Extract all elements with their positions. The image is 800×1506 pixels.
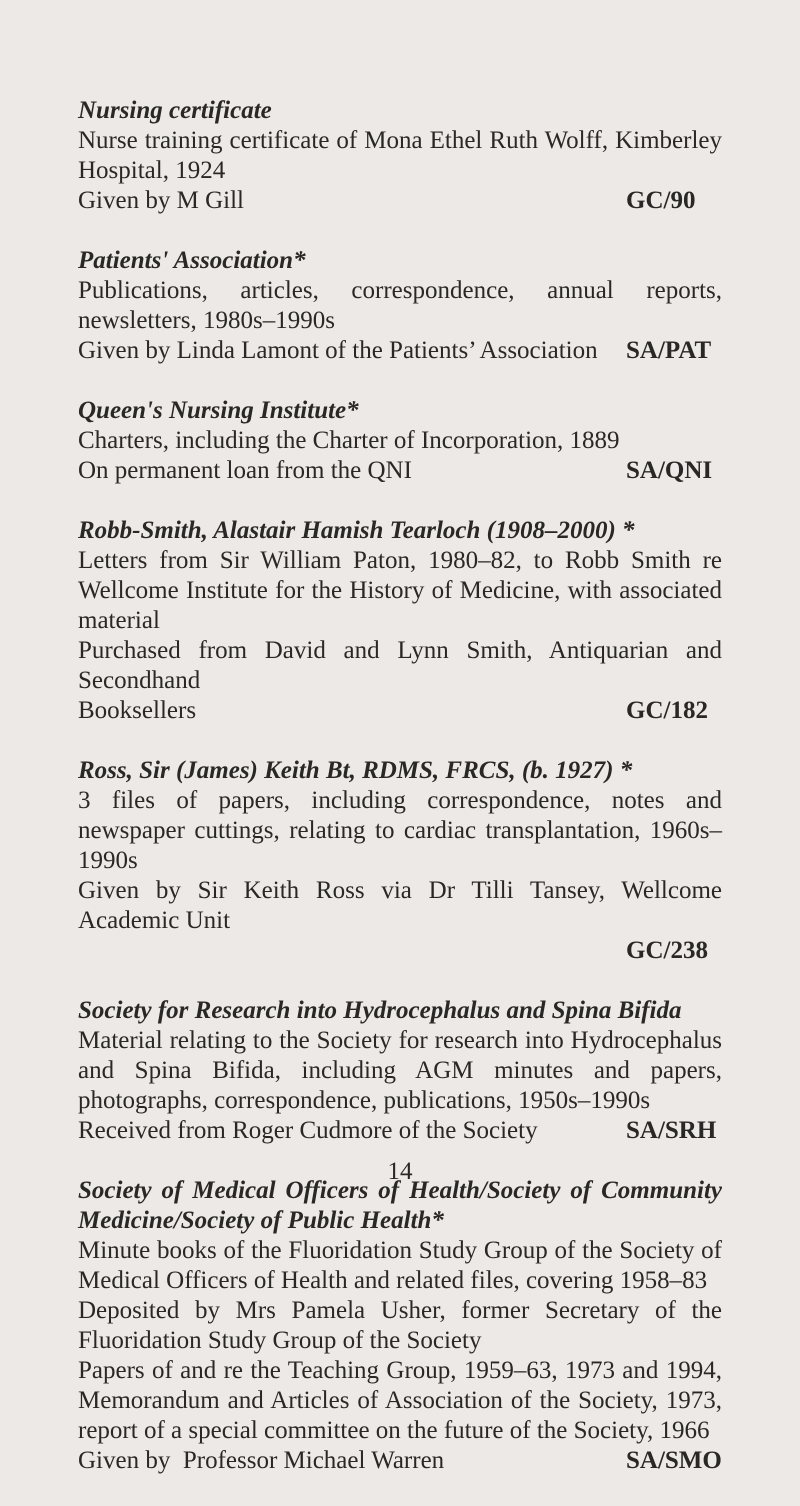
entry-provenance: Received from Roger Cudmore of the Society — [78, 1117, 538, 1144]
catalogue-entry — [78, 516, 722, 726]
entry-provenance: Given by M Gill — [78, 187, 244, 214]
entry-provenance: On permanent loan from the QNI — [78, 457, 412, 484]
entry-description: Material relating to the Society for research into Hydrocephalus and Spina Bifida, including AGM minutes and papers, photographs, correspondence, publications, 1950s–1990s — [78, 1027, 722, 1114]
entry-reference: GC/182 — [626, 697, 708, 724]
entry-reference: SA/SMO — [626, 1447, 722, 1474]
entry-description: 3 files of papers, including correspondence, notes and newspaper cuttings, relating to cardiac transplantation, 1960s–1990s — [78, 787, 722, 874]
entry-provenance-continued: Booksellers — [78, 697, 197, 724]
catalogue-entry — [78, 246, 722, 366]
catalogue-entry — [78, 756, 722, 966]
entry-provenance-row — [78, 936, 722, 966]
entry-description: Publications, articles, correspondence, annual reports, newsletters, 1980s–1990s — [78, 277, 722, 334]
catalogue-entry — [78, 996, 722, 1146]
entry-title: Society for Research into Hydrocephalus and Spina Bifida — [78, 997, 682, 1024]
catalogue-entry — [78, 96, 722, 216]
entry-additional-description: Papers of and re the Teaching Group, 1959–63, 1973 and 1994, Memorandum and Articles of Association of the Society, 1973, report of a special committee on the future of the Society, 1966 — [78, 1357, 722, 1444]
entry-provenance: Given by Professor Michael Warren — [78, 1447, 445, 1474]
entry-description: Letters from Sir William Paton, 1980–82, to Robb Smith re Wellcome Institute for the History of Medicine, with associated material — [78, 547, 722, 634]
page-number: 14 — [387, 1158, 413, 1185]
entry-provenance: Given by Linda Lamont of the Patients’ Association — [78, 337, 598, 364]
entry-title: Society of Medical Officers of Health/Society of Community Medicine/Society of Public Health* — [78, 1177, 722, 1234]
entry-title: Queen's Nursing Institute* — [78, 397, 359, 424]
entry-description: Nurse training certificate of Mona Ethel Ruth Wolff, Kimberley Hospital, 1924 — [78, 127, 722, 184]
catalogue-entry — [78, 396, 722, 486]
catalogue-entry — [78, 1176, 722, 1476]
entry-provenance-row — [78, 1116, 722, 1146]
entry-provenance-row — [78, 456, 722, 486]
entry-provenance-row — [78, 336, 722, 366]
entry-provenance: Purchased from David and Lynn Smith, Antiquarian and Secondhand — [78, 637, 722, 694]
entry-provenance-row — [78, 1446, 722, 1476]
document-page — [78, 96, 722, 1506]
entry-provenance: Given by Sir Keith Ross via Dr Tilli Tansey, Wellcome Academic Unit — [78, 877, 722, 934]
entry-description: Charters, including the Charter of Incorporation, 1889 — [78, 427, 620, 454]
entry-reference: SA/QNI — [626, 457, 713, 484]
entry-title: Patients' Association* — [78, 247, 306, 274]
entry-provenance-row — [78, 696, 722, 726]
entry-title: Robb-Smith, Alastair Hamish Tearloch (1908–2000) * — [78, 517, 635, 544]
entry-description: Minute books of the Fluoridation Study Group of the Society of Medical Officers of Health and related files, covering 1958–83 — [78, 1237, 722, 1294]
entry-reference: SA/PAT — [626, 337, 712, 364]
entry-reference: SA/SRH — [626, 1117, 717, 1144]
entry-title: Nursing certificate — [78, 97, 272, 124]
entry-reference: GC/90 — [626, 187, 696, 214]
entry-deposit-note: Deposited by Mrs Pamela Usher, former Secretary of the Fluoridation Study Group of the Society — [78, 1297, 722, 1354]
entry-reference: GC/238 — [626, 937, 708, 964]
entry-title: Ross, Sir (James) Keith Bt, RDMS, FRCS, (b. 1927) * — [78, 757, 633, 784]
entry-provenance-row — [78, 186, 722, 216]
